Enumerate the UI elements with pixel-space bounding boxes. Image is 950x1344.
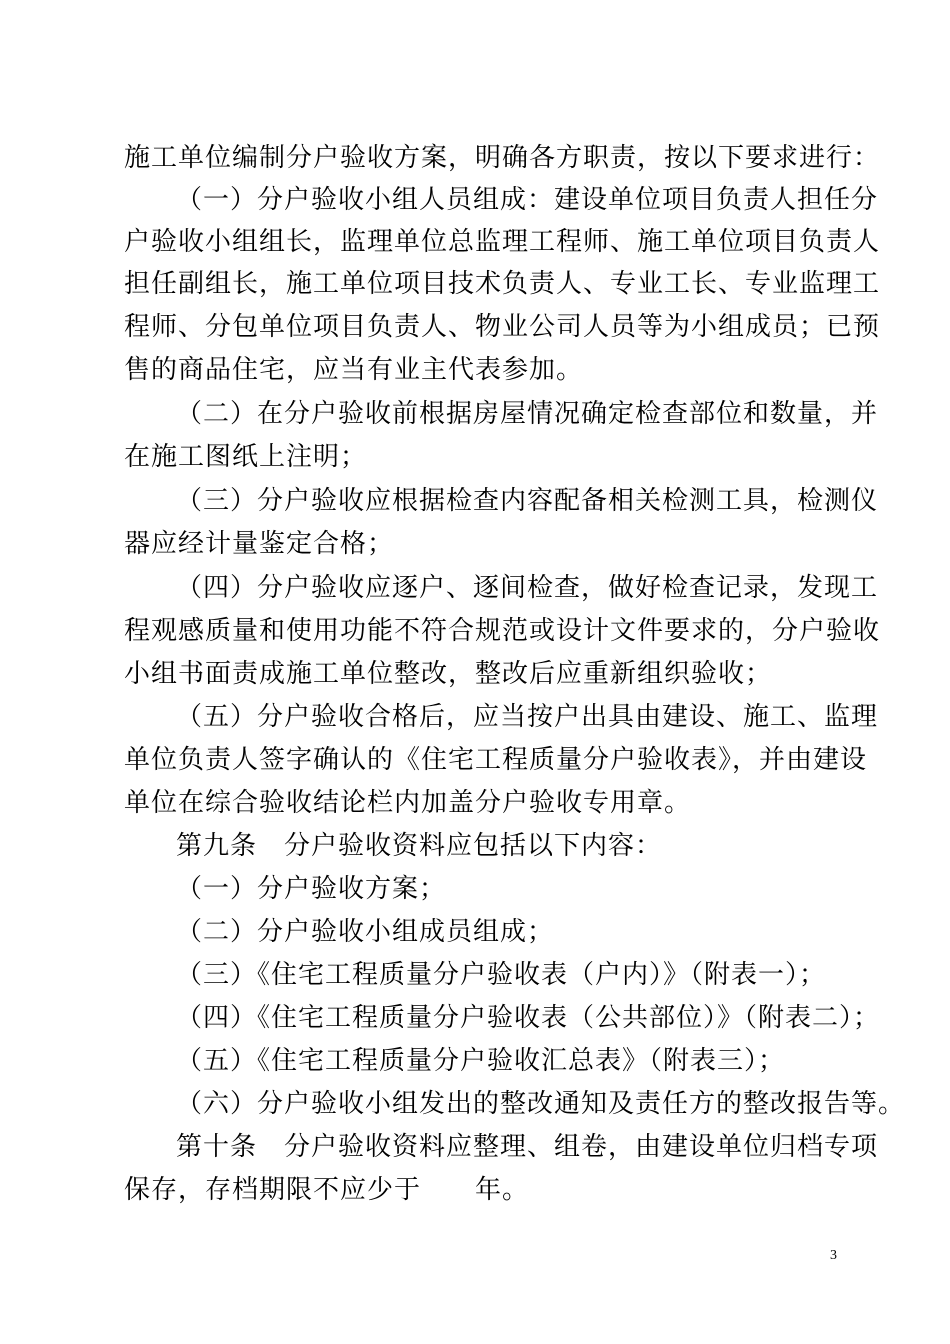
text-line-21: （四）《住宅工程质量分户验收表（公共部位）》（附表二）；	[176, 1003, 881, 1033]
text-line-1: 施工单位编制分户验收方案，明确各方职责，按以下要求进行：	[124, 143, 881, 173]
text-line-18: （一）分户验收方案；	[176, 874, 447, 904]
text-line-2: （一）分户验收小组人员组成：建设单位项目负责人担任分	[176, 185, 879, 215]
text-line-19: （二）分户验收小组成员组成；	[176, 917, 555, 947]
text-line-25: 保存，存档期限不应少于 年。	[124, 1175, 530, 1205]
text-line-22: （五）《住宅工程质量分户验收汇总表》（附表三）；	[176, 1046, 786, 1076]
text-line-20: （三）《住宅工程质量分户验收表（户内）》（附表一）；	[176, 960, 827, 990]
text-line-5: 程师、分包单位项目负责人、物业公司人员等为小组成员；已预	[124, 312, 881, 342]
text-line-14: （五）分户验收合格后，应当按户出具由建设、施工、监理	[176, 702, 879, 732]
text-line-7: （二）在分户验收前根据房屋情况确定检查部位和数量，并	[176, 399, 879, 429]
text-line-11: （四）分户验收应逐户、逐间检查，做好检查记录，发现工	[176, 573, 879, 603]
text-line-10: 器应经计量鉴定合格；	[124, 529, 395, 559]
text-line-17: 第九条 分户验收资料应包括以下内容：	[176, 831, 663, 861]
page-number: 3	[830, 1248, 837, 1263]
text-line-3: 户验收小组组长，监理单位总监理工程师、施工单位项目负责人	[124, 227, 881, 257]
text-line-6: 售的商品住宅，应当有业主代表参加。	[124, 355, 584, 385]
text-line-23: （六）分户验收小组发出的整改通知及责任方的整改报告等。	[176, 1089, 906, 1119]
text-line-16: 单位在综合验收结论栏内加盖分户验收专用章。	[124, 788, 692, 818]
text-line-24: 第十条 分户验收资料应整理、组卷，由建设单位归档专项	[176, 1132, 879, 1162]
text-line-12: 程观感质量和使用功能不符合规范或设计文件要求的，分户验收	[124, 616, 881, 646]
text-line-13: 小组书面责成施工单位整改，整改后应重新组织验收；	[124, 659, 773, 689]
text-line-4: 担任副组长，施工单位项目技术负责人、专业工长、专业监理工	[124, 269, 881, 299]
text-line-9: （三）分户验收应根据检查内容配备相关检测工具，检测仪	[176, 486, 879, 516]
text-line-8: 在施工图纸上注明；	[124, 442, 368, 472]
text-line-15: 单位负责人签字确认的《住宅工程质量分户验收表》，并由建设	[124, 745, 868, 775]
